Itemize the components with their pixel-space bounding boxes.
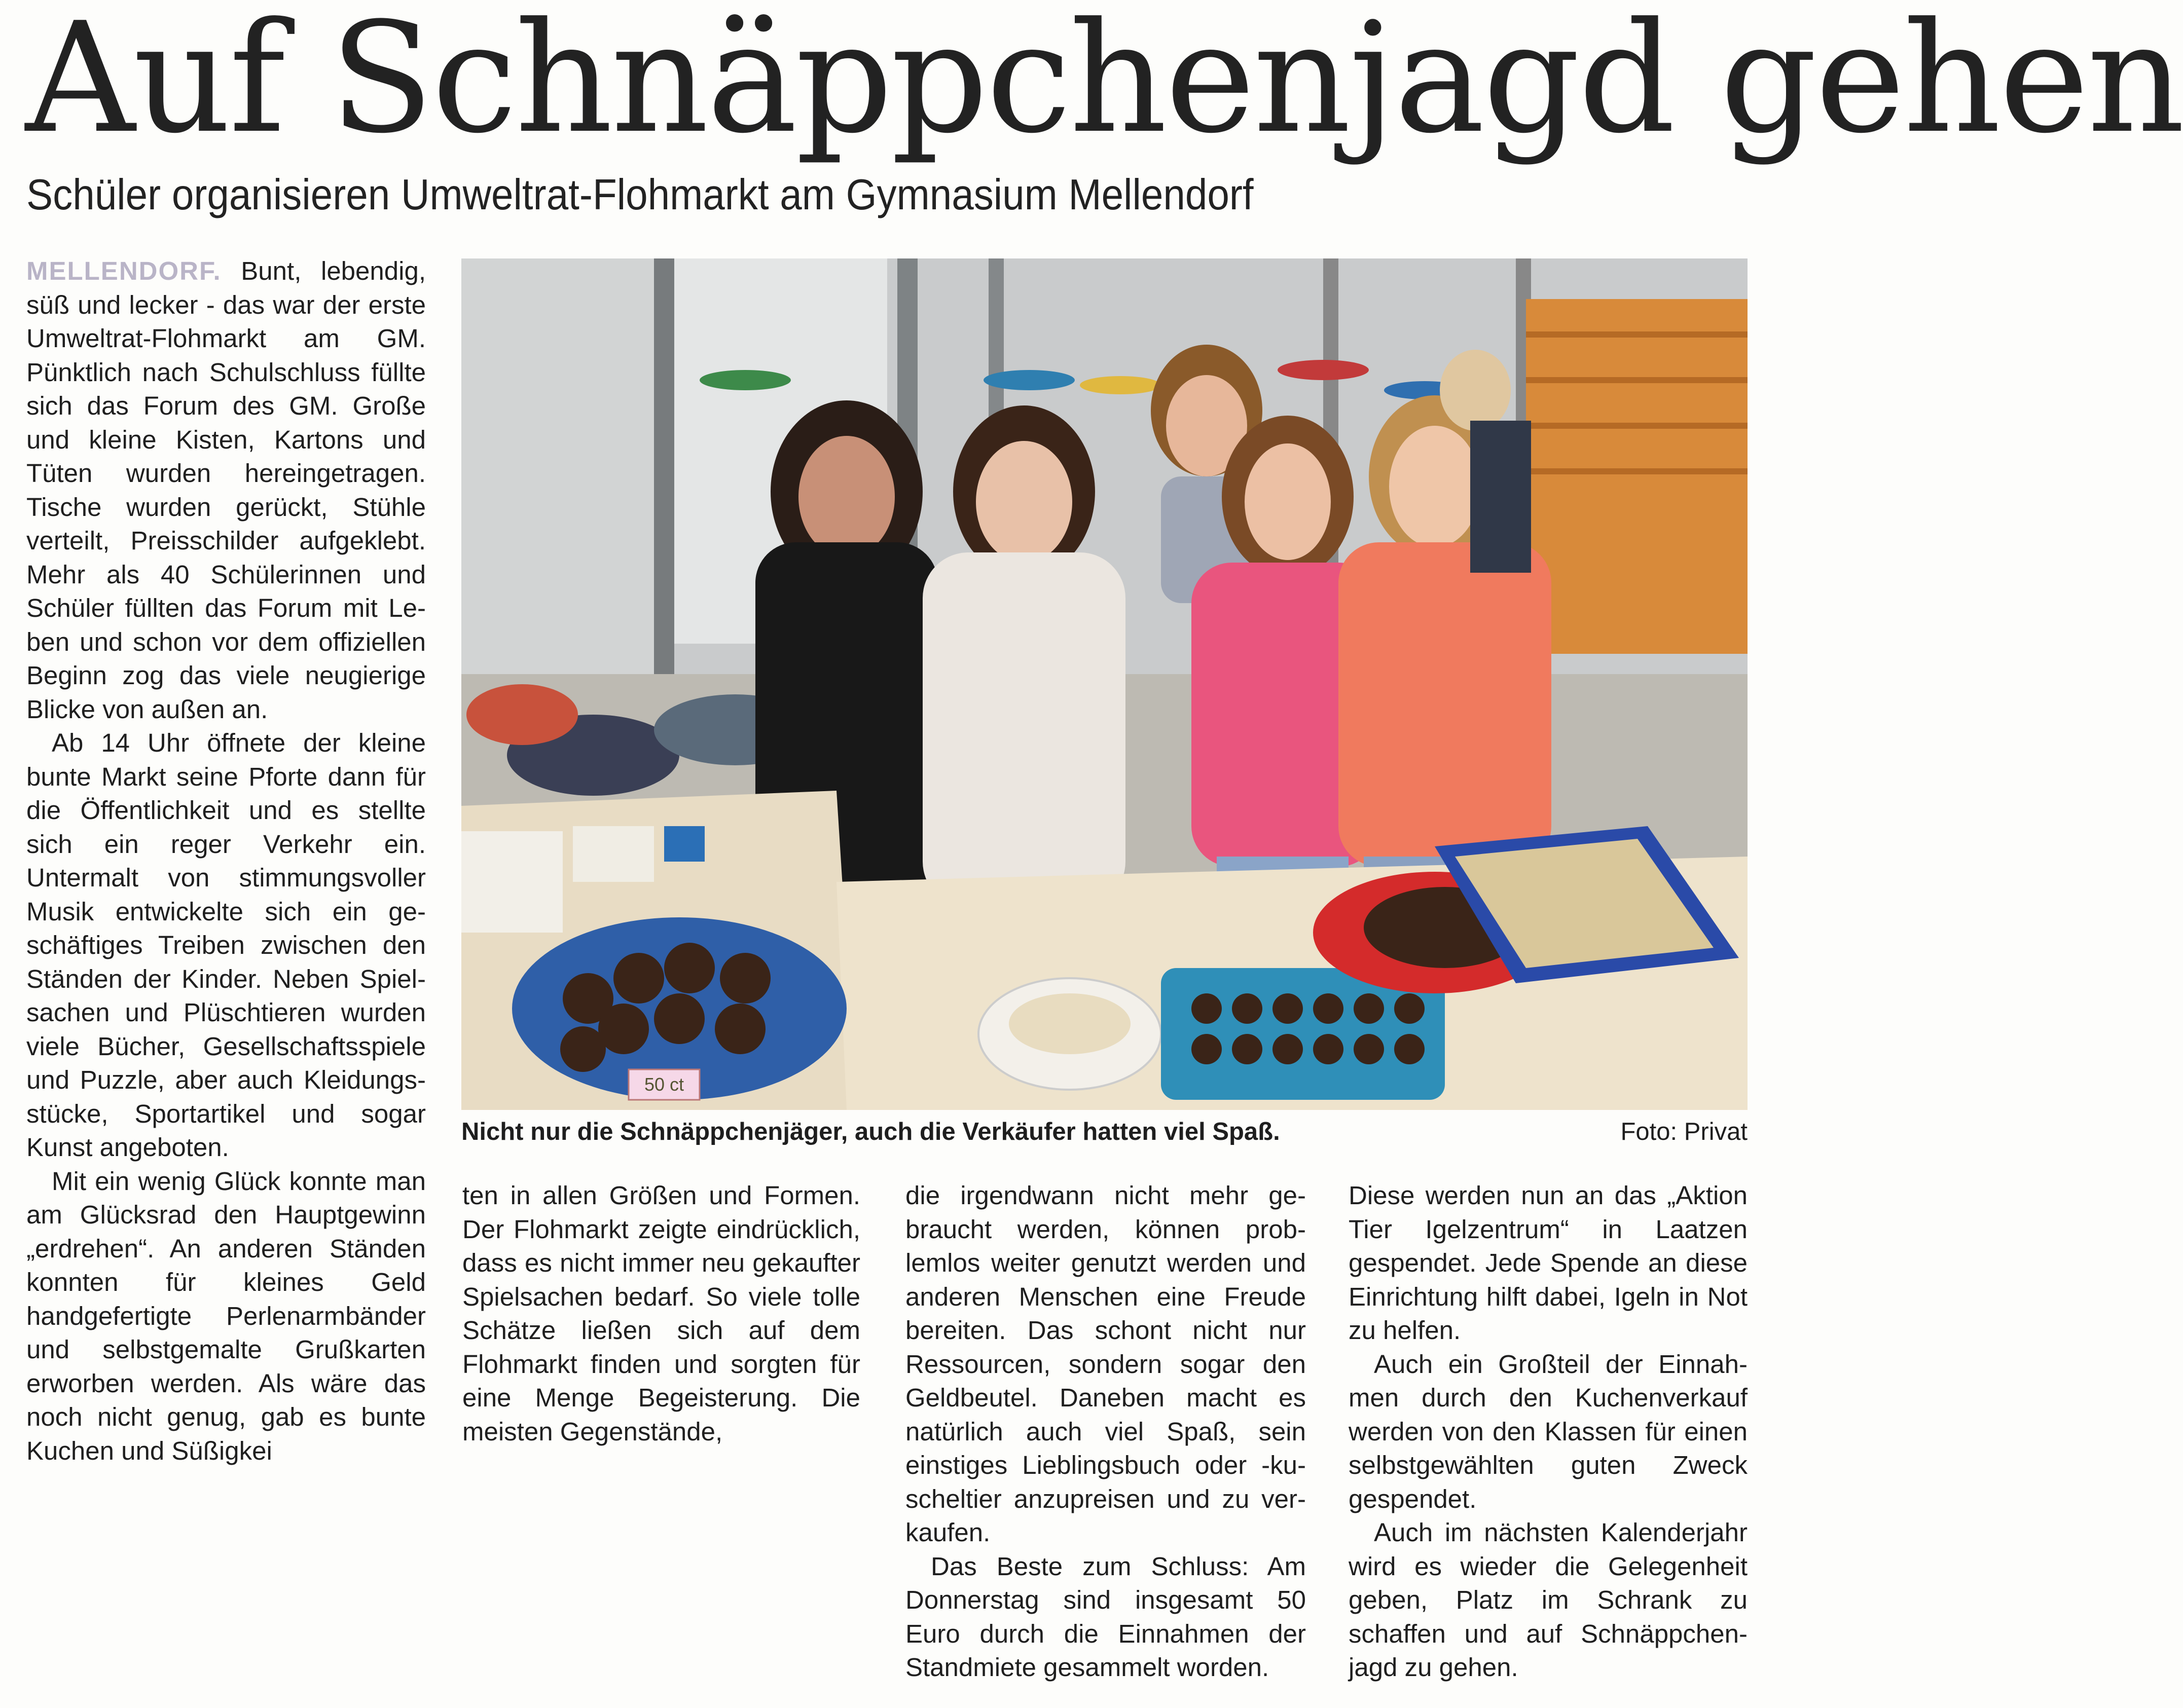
paragraph: Mit ein wenig Glück konnte man am Glücksrad den Hauptgewinn „erdrehen“. An anderen Ständen konnten für kleines Geld handgefertigte Perlenarmbänder und selbstgemalte Grußkarten erworben werden. Als wäre das noch nicht genug, gab es bunte Kuchen und Süßigkei [26,1166,426,1465]
article-column-3 [905,1179,1306,1685]
article-photo [461,258,1748,1110]
paragraph: Auch im nächsten Kalenderjahr wird es wieder die Gelegenheit geben, Platz im Schrank zu schaffen und auf Schnäppchenjagd zu gehen. [1349,1518,1748,1682]
article-column-2 [462,1179,860,1449]
photo-credit: Foto: Privat [1620,1118,1748,1145]
paragraph [26,254,426,726]
paragraph: die irgendwann nicht mehr gebraucht werden, können problemlos weiter genutzt werden und anderen Menschen eine Freude bereiten. Das schont nicht nur Ressourcen, sondern sogar den Geldbeutel. Daneben macht es natürlich auch viel Spaß, sein einstiges Lieblingsbuch oder -kuscheltier anzupreisen und zu verkaufen. [905,1181,1306,1547]
paragraph: ten in allen Größen und Formen. Der Flohmarkt zeigte eindrücklich, dass es nicht immer neu gekaufter Spielsachen bedarf. So viele tolle Schätze ließen sich auf dem Flohmarkt finden und sorgten für eine Menge Begeisterung. Die meisten Gegenstände, [462,1181,860,1446]
paragraph-text: Bunt, lebendig, süß und lecker - das war der erste Umweltrat-Flohmarkt am GM. Pünktlich nach Schulschluss füllte sich das Forum des GM. Große und kleine Kisten, Kartons und Tüten wurden hereingetragen. Tische wurden gerückt, Stühle verteilt, Preisschilder aufgeklebt. Mehr als 40 Schülerinnen und Schüler füllten das Forum mit Leben und schon vor dem offiziellen Beginn zog das viele neugierige Blicke von außen an. [26,256,426,724]
subheadline: Schüler organisieren Umweltrat-Flohmarkt am Gymnasium Mellendorf [26,171,1254,219]
paragraph: Diese werden nun an das „Aktion Tier Igelzentrum“ in Laatzen gespendet. Jede Spende an diese Einrichtung hilft dabei, Igeln in Not zu helfen. [1349,1181,1748,1345]
photo-caption: Nicht nur die Schnäppchenjäger, auch die Verkäufer hatten viel Spaß. [461,1118,1280,1145]
price-tag: 50 ct [644,1074,684,1095]
photo-illustration [461,258,1748,1110]
paragraph: Ab 14 Uhr öffnete der kleine bunte Markt seine Pforte dann für die Öffentlichkeit und es stellte sich ein reger Verkehr ein. Untermalt von stimmungsvoller Musik entwickelte sich ein geschäftiges Treiben zwischen den Ständen der Kinder. Neben Spielsachen und Plüschtieren wurden viele Bücher, Gesellschaftsspiele und Puzzle, aber auch Kleidungsstücke, Sportartikel und sogar Kunst angeboten. [26,728,426,1162]
article-column-4 [1349,1179,1748,1685]
article-column-1 [26,254,426,1468]
photo-caption-bar [461,1115,1748,1148]
dateline: MELLENDORF. [26,256,222,285]
headline: Auf Schnäppchenjagd gehen [25,0,2183,167]
paragraph: Das Beste zum Schluss: Am Donnerstag sind insgesamt 50 Euro durch die Einnahmen der Standmiete gesammelt worden. [905,1551,1306,1682]
paragraph: Auch ein Großteil der Einnahmen durch den Kuchenverkauf werden von den Klassen für einen selbstgewählten guten Zweck gespendet. [1349,1349,1748,1513]
